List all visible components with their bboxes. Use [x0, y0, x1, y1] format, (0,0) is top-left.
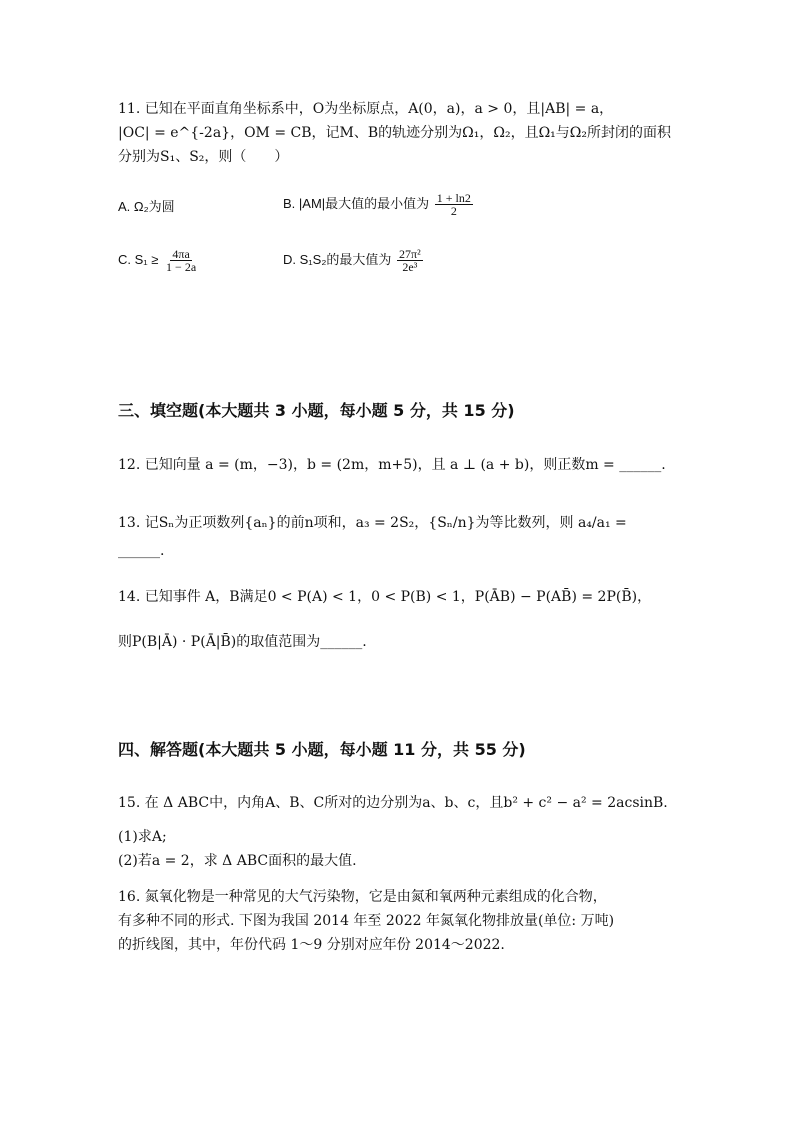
q13-line2: ______.	[118, 543, 165, 559]
q15-line1: 15. 在 Δ ABC中，内角A、B、C所对的边分别为a、b、c，且b² + c² − a² = 2acsinB.	[118, 795, 668, 811]
q11-option-b-text: B. |AM|最大值的最小值为	[283, 195, 430, 211]
fraction-denominator: 2e³	[402, 260, 418, 274]
q16-line2: 有多种不同的形式. 下图为我国 2014 年至 2022 年氮氧化物排放量(单位: 万吨)	[118, 913, 615, 929]
q14-line1: 14. 已知事件 A，B满足0 < P(A) < 1，0 < P(B) < 1，P(ĀB) − P(AB̄) = 2P(B̄)，	[118, 589, 652, 605]
q16-line3: 的折线图，其中，年份代码 1～9 分别对应年份 2014～2022.	[118, 937, 505, 953]
q11-option-a: A. Ω₂为圆	[118, 199, 175, 214]
q11-option-b-fraction	[435, 192, 473, 217]
q11-option-d-text: D. S₁S₂的最大值为	[283, 251, 392, 267]
q15-line3: (2)若a = 2，求 Δ ABC面积的最大值.	[118, 853, 357, 869]
q11-option-d-fraction	[397, 248, 423, 273]
fraction-numerator: 27π²	[399, 247, 421, 261]
fraction-denominator: 1 − 2a	[166, 260, 197, 274]
fraction-numerator: 4πa	[172, 247, 190, 261]
q14-line2: 则P(B|Ā) · P(Ā|B̄)的取值范围为______.	[118, 634, 367, 650]
fraction-numerator: 1 + ln2	[436, 191, 471, 205]
q11-option-c-fraction	[164, 248, 198, 273]
q11-option-b	[283, 192, 475, 217]
q11-line1: 11. 已知在平面直角坐标系中，O为坐标原点，A(0，a)，a > 0，且|AB| = a，	[118, 101, 614, 117]
q11-line2: |OC| = e^{-2a}，OM = CB，记M、B的轨迹分别为Ω₁，Ω₂，且Ω₁与Ω₂所封闭的面积	[118, 125, 672, 141]
q16-line1: 16. 氮氧化物是一种常见的大气污染物，它是由氮和氧两种元素组成的化合物，	[118, 889, 607, 905]
q11-option-c	[118, 248, 200, 273]
q12-line: 12. 已知向量 a = (m，−3)，b = (2m，m+5)，且 a ⊥ (a + b)，则正数m = ______.	[118, 457, 666, 473]
q11-line3: 分别为S₁、S₂，则（ ）	[118, 149, 289, 165]
section-heading-fill-in: 三、填空题(本大题共 3 小题，每小题 5 分，共 15 分)	[118, 401, 515, 420]
q11-option-d	[283, 248, 425, 273]
section-heading-solutions: 四、解答题(本大题共 5 小题，每小题 11 分，共 55 分)	[118, 740, 526, 759]
fraction-denominator: 2	[450, 204, 457, 218]
q13-line1: 13. 记Sₙ为正项数列{aₙ}的前n项和，a₃ = 2S₂，{Sₙ/n}为等比数列，则 a₄/a₁ =	[118, 515, 627, 531]
q15-line2: (1)求A;	[118, 829, 167, 845]
q11-option-c-text: C. S₁ ≥	[118, 251, 159, 267]
